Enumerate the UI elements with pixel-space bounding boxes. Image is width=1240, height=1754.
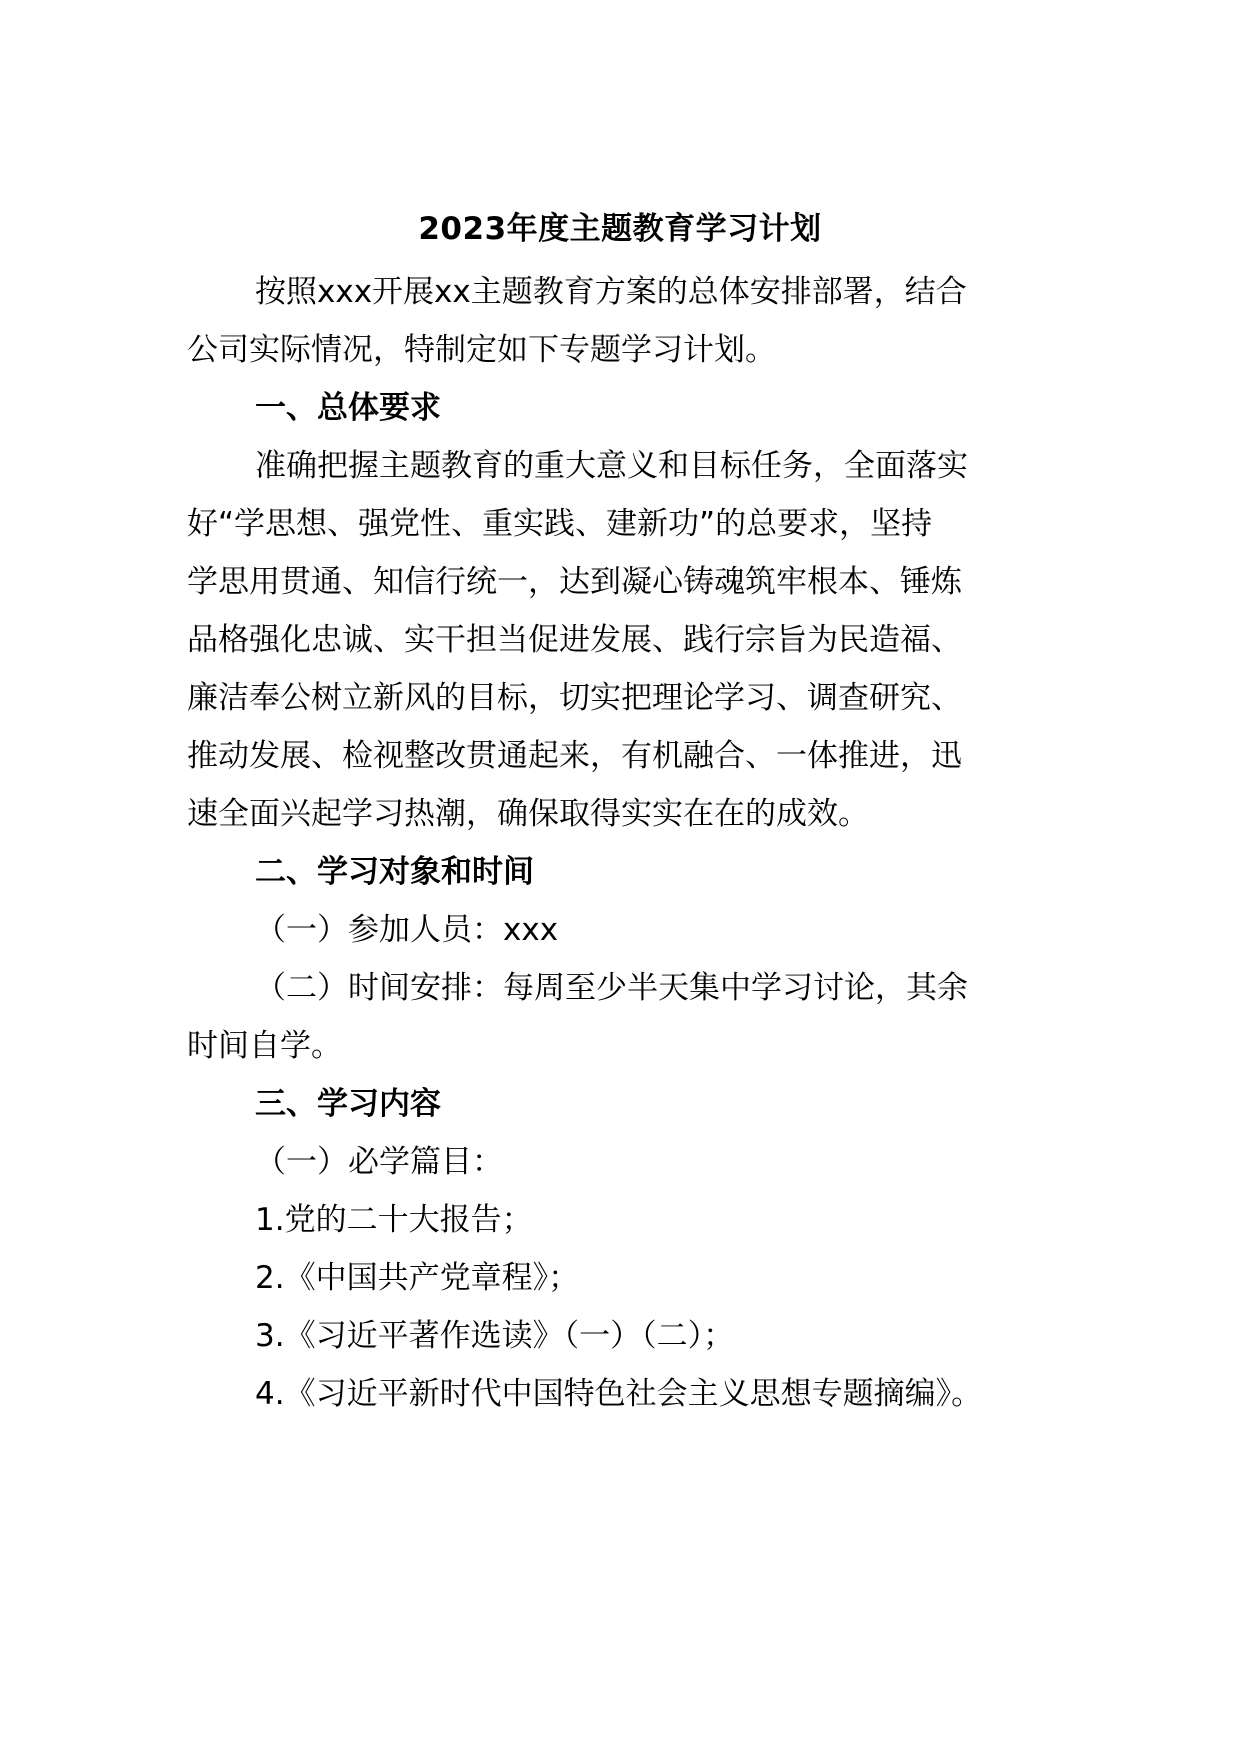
reading-item-1: 1.党的二十大报告； bbox=[255, 1202, 533, 1238]
intro-line-1: 按照xxx开展xx主题教育方案的总体安排部署，结合 bbox=[255, 274, 967, 310]
section1-line-2: 好“学思想、强党性、重实践、建新功”的总要求，坚持 bbox=[187, 506, 933, 542]
reading-item-3: 3.《习近平著作选读》（一）（二）； bbox=[255, 1318, 735, 1354]
section3-sub-1: （一）必学篇目： bbox=[255, 1144, 503, 1180]
intro-line-2: 公司实际情况，特制定如下专题学习计划。 bbox=[187, 332, 776, 368]
section2-item-2-line-1: （二）时间安排：每周至少半天集中学习讨论，其余 bbox=[255, 970, 968, 1006]
section3-heading: 三、学习内容 bbox=[255, 1086, 441, 1122]
section2-item-1: （一）参加人员：xxx bbox=[255, 912, 559, 948]
section2-item-2-line-2: 时间自学。 bbox=[187, 1028, 342, 1064]
section1-line-5: 廉洁奉公树立新风的目标，切实把理论学习、调查研究、 bbox=[187, 680, 962, 716]
reading-item-2: 2.《中国共产党章程》； bbox=[255, 1260, 580, 1296]
section1-heading: 一、总体要求 bbox=[255, 390, 441, 426]
section1-line-4: 品格强化忠诚、实干担当促进发展、践行宗旨为民造福、 bbox=[187, 622, 962, 658]
reading-item-4: 4.《习近平新时代中国特色社会主义思想专题摘编》。 bbox=[255, 1376, 983, 1412]
section1-line-6: 推动发展、检视整改贯通起来，有机融合、一体推进，迅 bbox=[187, 738, 962, 774]
section2-heading: 二、学习对象和时间 bbox=[255, 854, 534, 890]
document-title: 2023年度主题教育学习计划 bbox=[418, 211, 822, 247]
section1-line-3: 学思用贯通、知信行统一，达到凝心铸魂筑牢根本、锤炼 bbox=[187, 564, 962, 600]
section1-line-7: 速全面兴起学习热潮，确保取得实实在在的成效。 bbox=[187, 796, 869, 832]
section1-line-1: 准确把握主题教育的重大意义和目标任务，全面落实 bbox=[255, 448, 968, 484]
